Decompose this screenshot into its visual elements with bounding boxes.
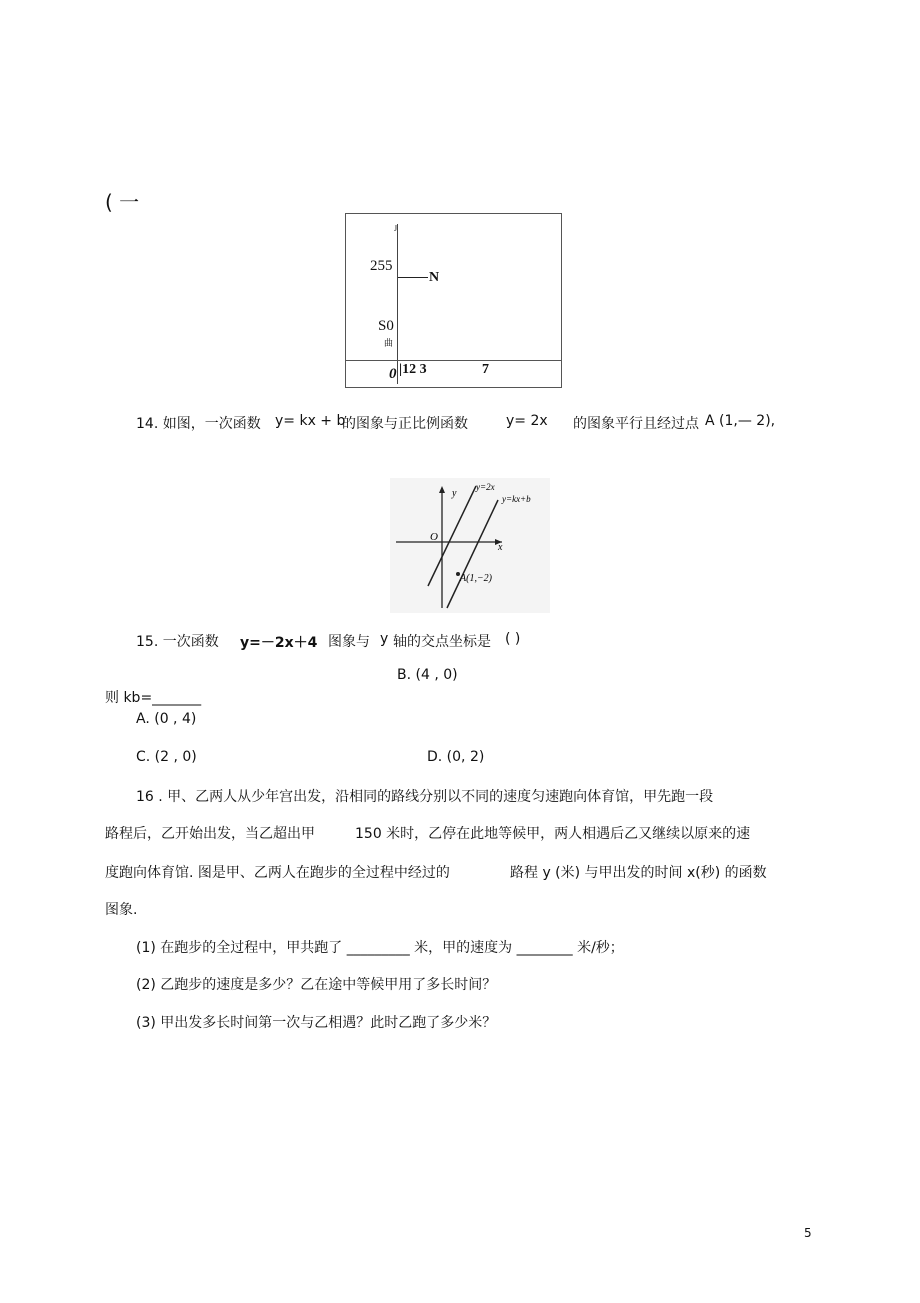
q16-sub2: (2) 乙跑步的速度是多少？乙在途中等候甲用了多长时间？ <box>136 977 497 993</box>
x-tick-labels: |12 3 <box>399 362 427 377</box>
q15-paren: ( ) <box>505 631 521 647</box>
q15-equation: y=－2x＋4 <box>240 635 318 651</box>
q14-graph <box>390 478 550 613</box>
y-axis-label: y <box>452 488 457 499</box>
q16-line2a: 路程后，乙开始出发，当乙超出甲 <box>105 826 315 842</box>
q14-graph-svg <box>390 478 550 613</box>
origin-label: 0 <box>389 366 397 382</box>
q14-text-a: . 如图，一次函数 <box>153 416 261 432</box>
q14-eq1: y= kx + b <box>275 413 346 429</box>
q15-line <box>136 631 219 651</box>
q16-line2b: 150 米时，乙停在此地等候甲，两人相遇后乙又继续以原来的速 <box>355 826 751 842</box>
q16-sub1: (1) 在跑步的全过程中，甲共跑了 _________ 米，甲的速度为 ________ 米/秒； <box>136 940 624 956</box>
y-label-mid: S0 <box>378 318 394 334</box>
page-number: 5 <box>804 1226 812 1240</box>
x-tick-far: 7 <box>482 362 489 377</box>
point-label-n: N <box>429 270 440 285</box>
q14-line <box>136 413 261 433</box>
q15-axis: y <box>380 631 389 647</box>
q16-line1: 16 . 甲、乙两人从少年宫出发，沿相同的路线分别以不同的速度匀速跑向体育馆，甲先跑一段 <box>136 789 714 805</box>
line1-label: y=2x <box>476 482 495 492</box>
y-axis-arrow <box>439 486 445 493</box>
q14-text-c: 的图象平行且经过点 <box>573 416 699 432</box>
small-char: 曲 <box>384 339 394 349</box>
q16-sub3: (3) 甲出发多长时间第一次与乙相遇？此时乙跑了多少米？ <box>136 1015 497 1031</box>
q16-line3b: 路程 y (米) 与甲出发的时间 x(秒) 的函数 <box>510 865 767 881</box>
q16-line3a: 度跑向体育馆. 图是甲、乙两人在跑步的全过程中经过的 <box>105 865 450 881</box>
q15-text-a: . 一次函数 <box>153 634 219 650</box>
figure-divider <box>346 360 561 361</box>
q14-number: 14 <box>136 416 154 432</box>
q15-option-b: B. (4 , 0) <box>397 667 458 683</box>
q14-text-b: 的图象与正比例函数 <box>342 416 468 432</box>
q15-option-a: A. (0 , 4) <box>136 711 197 727</box>
q14-point: A (1,— 2), <box>705 413 776 429</box>
q16-line4: 图象. <box>105 902 138 918</box>
x-axis-label: x <box>498 542 503 553</box>
point-a-label: A(1,−2) <box>460 573 493 584</box>
axis-mark: J <box>394 224 398 233</box>
y-label-top: 255 <box>370 258 393 274</box>
q15-text-c: 轴的交点坐标是 <box>393 634 491 650</box>
q15-text-b: 图象与 <box>328 634 370 650</box>
n-segment <box>398 277 428 278</box>
line2-label: y=kx+b <box>502 494 531 504</box>
q14-eq2: y= 2x <box>506 413 548 429</box>
line-y-kx-b <box>447 500 498 608</box>
top-fragment: ( 一 <box>105 190 140 214</box>
q15-option-c: C. (2 , 0) <box>136 749 197 765</box>
q15-option-d: D. (0, 2) <box>427 749 485 765</box>
figure-13 <box>345 213 562 388</box>
origin-o-label: O <box>430 531 438 543</box>
q15-number: 15 <box>136 634 154 650</box>
q14-answer-blank: 则 kb=_______ <box>105 690 202 706</box>
